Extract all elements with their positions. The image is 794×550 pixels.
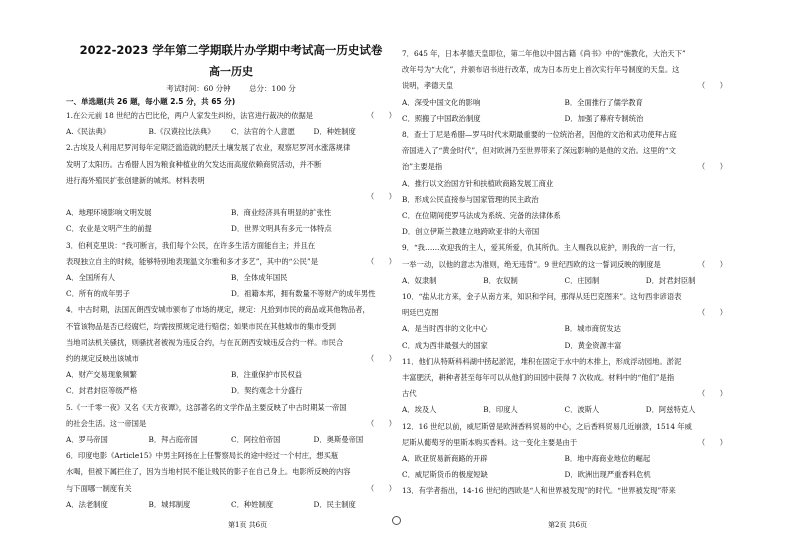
question-line: 的社会生活。这一帝国是 — [66, 418, 147, 428]
right-column — [402, 0, 727, 500]
option: B．城市商贸发达 — [564, 324, 621, 334]
question-line: 治”主要是指 — [402, 162, 443, 172]
option: A．埃及人 — [402, 405, 437, 415]
exam-info — [66, 82, 396, 95]
question-13 — [402, 483, 727, 499]
option: A．罗马帝国 — [66, 435, 108, 445]
question-line: 7．645 年，日本孝德天皇即位，第二年他以中国古籍《尚书》中的“施教化，大治天下” — [402, 49, 686, 58]
option: D．阿兹特克人 — [645, 405, 696, 415]
option: B．全体成年国民 — [231, 273, 288, 283]
question-line: 6．印度电影《Article15》中男主阿扬在上任警察局长的途中经过一个村庄，想买瓶 — [66, 451, 339, 461]
question-line: 8．查士丁尼是希腊—罗马时代末期最重要的一位统治者，因他的文治和武功使拜占庭 — [402, 130, 677, 140]
answer-paren: （ ） — [697, 259, 727, 269]
option: A．财产交易现象频繁 — [66, 370, 137, 380]
question-line: 表现独立自主的时候，能够特别地表现温文尔雅和多才多艺”，其中的“公民”是 — [66, 256, 318, 266]
option: D．民主制度 — [313, 499, 356, 509]
question-line: 帝国进入了“黄金时代”，但对欧洲乃至世界带来了深远影响的是他的文治。这里的“文 — [402, 146, 676, 156]
exam-subtitle: 高一历史 — [209, 65, 253, 78]
option: C．威尼斯货币的极度短缺 — [402, 470, 488, 480]
answer-paren: （ ） — [366, 192, 396, 202]
option: B．农奴制 — [483, 275, 518, 285]
option: C．庄园制 — [564, 275, 600, 285]
question-line: 丰富肥沃，耕种者甚至每年可以从他们的田园中获得 7 次收成。材料中的“他们”是指 — [402, 373, 675, 383]
option: A．是当时西非的文化中心 — [402, 324, 488, 334]
left-column — [66, 0, 396, 513]
question-7 — [402, 46, 727, 127]
option: D．祖籍本邦，拥有数量不等财产的成年男性 — [231, 289, 376, 299]
question-5 — [66, 400, 396, 449]
question-line: 明廷巴克图 — [402, 308, 439, 318]
option: B．城邦制度 — [148, 499, 191, 509]
binding-hole-icon — [392, 516, 401, 525]
question-line: 水喝，但被下属拦住了，因为当地村民不能让贱民的影子在自己身上。电影所反映的内容 — [66, 467, 351, 477]
option: C．种姓制度 — [231, 499, 274, 509]
option: D．种姓制度 — [313, 127, 356, 137]
option: A．推行以文治国方针和扶植欧商路发展工商业 — [402, 178, 554, 188]
question-line: 不管该物品是否已经腐烂，均需按照规定进行赔偿；如果市民在其他城市的集市受到 — [66, 321, 336, 331]
question-line: 发明了太阳历。古希腊人因为粮食种植业的欠发达而高度依赖商贸活动，并不断 — [66, 159, 322, 169]
question-line: 与下面哪一制度有关 — [66, 483, 132, 493]
option: C．波斯人 — [564, 405, 600, 415]
option: D．加强了幕府专制统治 — [564, 113, 644, 123]
answer-paren: （ ） — [366, 111, 396, 120]
question-line: 10．“盐从北方来，金子从南方来，知识和学问，那得从廷巴克图来”。这句西非谚语表 — [402, 292, 682, 302]
option: D．黄金资源丰富 — [564, 340, 622, 350]
option: A．奴隶制 — [402, 275, 437, 285]
option: B.《汉谟拉比法典》 — [148, 127, 215, 137]
question-line: 2.古埃及人利用尼罗河每年定期泛滥造就的肥沃土壤发展了农业，观察尼罗河水涨落规律 — [66, 143, 351, 153]
exam-title: 2022-2023 学年第二学期联片办学期中考试高一历史试卷 — [79, 43, 383, 57]
option: C．照搬了中国政治制度 — [402, 113, 481, 123]
option: B．商业经济具有明显的扩张性 — [231, 208, 332, 218]
question-1 — [66, 108, 396, 140]
question-line: 13．有学者指出，14-16 世纪的西欧是“人和世界被发现”的时代。“世界被发现”带来 — [402, 486, 676, 496]
option: B．印度人 — [483, 405, 518, 415]
option: D．世界文明具有多元一体特点 — [231, 224, 332, 234]
answer-paren: （ ） — [697, 162, 727, 172]
question-9 — [402, 240, 727, 289]
option: B．全面推行了儒学教育 — [564, 97, 643, 107]
option: D．契约观念十分盛行 — [231, 386, 303, 396]
option: C．法官的个人意愿 — [231, 127, 295, 137]
option: C．在位期间使罗马法成为系统、完备的法律体系 — [402, 211, 561, 221]
answer-paren: （ ） — [366, 354, 396, 364]
question-line: 12．16 世纪以前，威尼斯曾是欧洲香料贸易的中心，之后香料贸易几近崩溃，1514 年威 — [402, 421, 692, 431]
option: A.《民法典》 — [66, 127, 111, 137]
option: C．成为西非最强大的国家 — [402, 340, 488, 350]
option: B．注重保护市民权益 — [231, 370, 303, 380]
question-line: 当地司法机关骚扰，则骚扰者被视为违反合约，与在瓦朗西安城违反合约一样。市民合 — [66, 337, 344, 347]
option: A．欧亚贸易新商路的开辟 — [402, 454, 488, 464]
option: B．拜占庭帝国 — [148, 435, 198, 445]
question-8 — [402, 127, 727, 240]
option: A．全国所有人 — [66, 273, 116, 283]
answer-paren: （ ） — [697, 81, 727, 91]
exam-time: 考试时间：60 分钟 — [166, 84, 231, 93]
question-line: 约的规定反映出该城市 — [66, 354, 139, 364]
question-line: 尼斯从葡萄牙的里斯本购买香料。这一变化主要是由于 — [402, 437, 578, 447]
answer-paren: （ ） — [366, 256, 396, 266]
question-line: 5.《一千零一夜》又名《天方夜谭》，这部著名的文学作品主要反映了中古时期某一帝国 — [66, 402, 347, 412]
option: B．形成公民直接参与国家管理的民主政治 — [402, 194, 539, 204]
option: A．深受中国文化的影响 — [402, 97, 481, 107]
option: C．所有的成年男子 — [66, 289, 130, 299]
question-line: 一举一动，以他的意志为准则，绝无违背”。9 世纪西欧的这一誓词反映的制度是 — [402, 259, 661, 269]
answer-paren: （ ） — [697, 437, 727, 447]
option: C．农业是文明产生的前提 — [66, 224, 152, 234]
page-footer-left: 第1页 共6页 — [228, 521, 268, 529]
option: D．封君封臣制 — [645, 275, 696, 285]
page-footer-right: 第2页 共6页 — [548, 521, 588, 529]
question-line: 改年号为“大化”，并颁布诏书进行改革，成为日本历史上首次实行年号制度的天皇。这 — [402, 65, 680, 75]
question-12 — [402, 419, 727, 484]
answer-paren: （ ） — [366, 418, 396, 428]
section-heading: 一、单选题(共 26 题，每小题 2.5 分，共 65 分) — [66, 97, 236, 106]
option: A．法老制度 — [66, 499, 108, 509]
option: A．地理环境影响文明发展 — [66, 208, 152, 218]
question-2 — [66, 140, 396, 237]
question-stem: 1.在公元前 18 世纪的古巴比伦，两户人家发生纠纷，法官进行裁决的依据是 — [66, 111, 314, 120]
question-line: 古代 — [402, 389, 417, 399]
question-line: 4．中古时期，法国瓦朗西安城市颁布了市场的规定，规定：凡拾到市民的商品或其他物品者， — [66, 305, 370, 315]
option: D．欧洲出现严重香料危机 — [564, 470, 651, 480]
question-line: 9．“我……欢迎我的主人，爱其所爱，仇其所仇。主人赐我以庇护，则我的一言一行， — [402, 243, 681, 253]
question-line: 说明，孝德天皇 — [402, 81, 454, 91]
option: D．奥斯曼帝国 — [313, 435, 364, 445]
answer-paren: （ ） — [697, 308, 727, 318]
option: C．封君封臣等级严格 — [66, 386, 138, 396]
total-score: 总分：100 分 — [249, 84, 296, 93]
question-6 — [66, 448, 396, 513]
question-10 — [402, 289, 727, 354]
option: B．地中海商业地位的崛起 — [564, 454, 651, 464]
question-3 — [66, 238, 396, 303]
answer-paren: （ ） — [697, 389, 727, 399]
option: D．创立伊斯兰教建立地跨欧亚非的大帝国 — [402, 227, 540, 237]
question-line: 进行海外殖民扩张创建新的城邦。材料表明 — [66, 175, 205, 185]
option: C．阿拉伯帝国 — [231, 435, 281, 445]
question-11 — [402, 354, 727, 419]
question-line: 11．他们从特斯科科湖中捞起淤泥，堆积在固定于水中的木排上，形成浮动园地。淤泥 — [402, 356, 682, 366]
question-4 — [66, 302, 396, 399]
question-line: 3．伯利克里说：“我可断言，我们每个公民，在许多生活方面能自主；并且在 — [66, 240, 316, 250]
answer-paren: （ ） — [366, 483, 396, 493]
